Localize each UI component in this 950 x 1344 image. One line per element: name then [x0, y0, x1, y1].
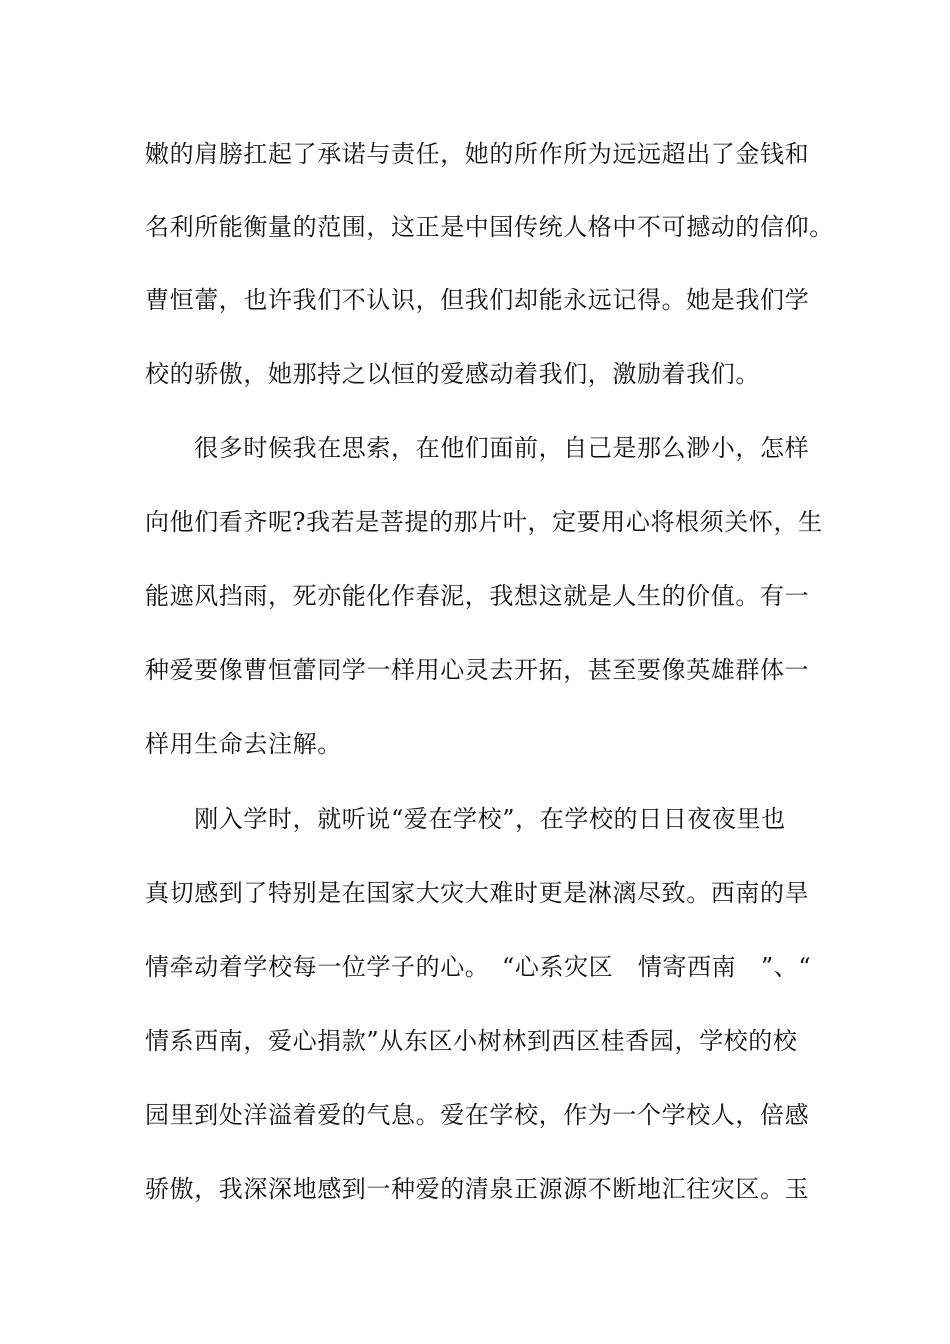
text-line: 刚入学时，就听说“爱在学校”，在学校的日日夜夜里也 — [145, 805, 786, 833]
text-line: 园里到处洋溢着爱的气息。爱在学校，作为一个学校人，倍感 — [145, 1101, 810, 1129]
text-line: 情牵动着学校每一位学子的心。 “心系灾区 情寄西南 ”、“ — [145, 953, 812, 981]
text-line: 很多时候我在思索，在他们面前，自己是那么渺小，怎样 — [145, 434, 810, 462]
text-line: 嫩的肩膀扛起了承诺与责任，她的所作所为远远超出了金钱和 — [145, 140, 810, 168]
text-line: 曹恒蕾，也许我们不认识，但我们却能永远记得。她是我们学 — [145, 286, 810, 314]
text-line: 情系西南，爱心捐款”从东区小树林到西区桂香园，学校的校 — [145, 1027, 798, 1055]
text-line: 向他们看齐呢?我若是菩提的那片叶，定要用心将根须关怀，生 — [145, 508, 823, 536]
text-line: 能遮风挡雨，死亦能化作春泥，我想这就是人生的价值。有一 — [145, 582, 810, 610]
text-line: 骄傲，我深深地感到一种爱的清泉正源源不断地汇往灾区。玉 — [145, 1175, 810, 1203]
text-line: 校的骄傲，她那持之以恒的爱感动着我们，激励着我们。 — [145, 360, 760, 388]
text-line: 样用生命去注解。 — [145, 730, 342, 758]
text-line: 种爱要像曹恒蕾同学一样用心灵去开拓，甚至要像英雄群体一 — [145, 656, 810, 684]
text-line: 名利所能衡量的范围，这正是中国传统人格中不可撼动的信仰。 — [145, 213, 834, 241]
text-line: 真切感到了特别是在国家大灾大难时更是淋漓尽致。西南的旱 — [145, 879, 810, 907]
